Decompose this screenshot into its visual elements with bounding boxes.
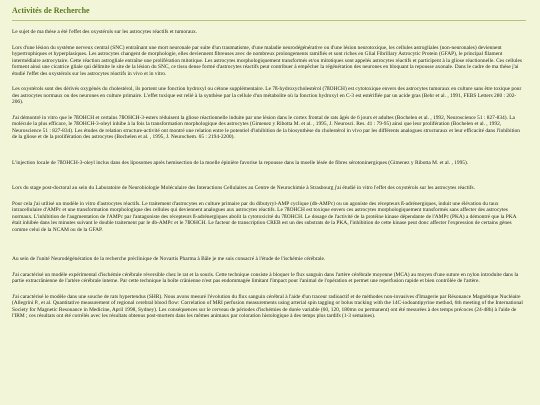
paragraph-oxysterols: Les oxystérols sont des dérivés oxygénés du cholestérol, ils portent une fonction hydroxyl ou cétone supplémentaire. Le 7ß-hydroxycholestérol (7ßOHCH) est cytotoxique envers des astrocytes tumoraux en culture sans être toxique pour des astrocytes normaux ou des neurones en culture primaire. L'effet toxique est relié à la synthèse par la cellule d'un métabolite où la fonction hydroxyl en C-3 est estérifiée par un acide gras (Behr et al. , 1991, FEBS Letters 280 : 202-206). [12, 86, 522, 105]
paragraph-ischemia-model: J'ai caractérisé un modèle expérimental d'ischémie cérébrale réversible chez le rat et la souris. Cette technique consiste à bloquer le flux sanguin dans l'artère cérébrale moyenne (MCA) au moyen d'une suture en nylon introduite dans la partie extracrânienne de l'artère cérébrale interne. Par cette technique la boîte crânienne n'est pas endommagée limitant l'impact pour l'animal de l'opération et permet une reperfusion rapide et bien contrôlée de l'artère. [12, 271, 519, 284]
title-divider [12, 20, 526, 21]
spacer [12, 175, 526, 185]
paragraph-novartis: Au sein de l'unité Neurodégénération de la recherche préclinique de Novartis Pharma à Bâle je me suis consacré à l'étude de l'ischémie cérébrale. [12, 256, 326, 262]
paragraph-thesis-subject: Le sujet de ma thèse a été l'effet des oxystérols sur les astrocytes réactifs et tumoraux. [12, 29, 197, 35]
paragraph-shr-model: J'ai caractérisé le modèle dans une souche de rats hypertendus (SHR). Nous avons mesuré l'évolution du flux sanguin cérébral à l'aide d'un traceur radioactif et de méthodes non-invasives d'Imagerie par Résonance Magnétique Nucléaire (Allegrini P., et al. Quantitative measurement of regional cerebral blood flow: Correlation of MRI perfusion measurements using arterial spin tagging or bolus tracking with the 14C-iodoantipyrine method, 6th meeting of the International Society for Magnetic Resonance in Medicine, April 1998, Sydney). Les conséquences sur le cerveau de périodes d'ischémies de durée variable (60, 120, 180mn ou permanent) ont été mesurées à des temps précoces (24-48h) à l'aide de l'IRM ; ces résultats ont été corrélés avec les résultats obtenus post-mortem dans les mêmes animaux par coloration histologique à des temps plus tardifs (1-3 semaines). [12, 293, 523, 319]
spacer [12, 242, 526, 256]
paragraph-in-vitro-demo: J'ai démontré in vitro que le 7ßOHCH et certains 7ßOHCH-3-esters réduisent la gliose réactionnelle induite par une lésion dans le cortex frontal de rats âgés de 6 jours et adultes (Bochelen et al. , 1992, Neuroscience 51 : 827-834). La molécule la plus efficace, le 7ßOHCH-3-oleyl inhibe à la fois la transformation morphologique des astrocytes (Gimenez y Ribotta M. et al. , 1995, J. Neurosci. Res. 41 : 79-95) ainsi que leur prolifération (Bochelen et al. , 1992, Neuroscience 51 : 827-834). Les études de relation structure-activité ont montré une relation entre le potentiel d'inhibition de la biosynthèse du cholestérol in vivo par les différents analogues structuraux et leur efficacité dans l'inhibition de la gliose et de la prolifération des astrocytes (Bochelen et al. , 1995, J. Neurochem. 65 : 2194-2200). [12, 114, 521, 140]
paragraph-liposomes: L'injection locale de 7ßOHCH-3-oleyl inclus dans des liposomes après hemisection de la moelle épinière favorise la repousse dans la moelle lésée de fibres sérotoninergiques (Gimenez y Ribotta M. et al. , 1995). [12, 159, 469, 166]
paragraph-model-in-vitro: Pour cela j'ai utilisé un modèle in vitro d'astrocytes réactifs. Le traitement d'astrocytes en culture primaire par du dibutyryl-AMP cyclique (db-AMPc) ou un agoniste des récepteurs ß-adrénergiques, induit une élévation du taux intracellulaire d'AMPc et une transformation morphologique des cellules qui deviennent analogues aux astrocytes réactifs. Le 7ßOHCH est toxique envers ces astrocytes morphologiquement transformés sans affecter des astrocytes normaux. L'inhibition de l'augmentation de l'AMPc par l'antagoniste des récepteurs ß-adrénergiques abolit la cytotoxicité du 7ßOHCH. Le dosage de l'activité de la protéine kinase dépendante de l'AMPc (PKA) a démontré que la PKA était inhibée dans les minutes suivant le double traitement par le db-AMPc et le 7ßOHCH. Le facteur de transcription CREB est un des substrats de la PKA, l'inhibition de cette kinase peut donc affecter l'expression de certains gènes comme celui de la NCAM ou de la GFAP. [12, 200, 517, 233]
paragraph-postdoc: Lors du stage post-doctoral au sein du Laboratoire de Neurobiologie Moléculaire des Interactions Cellulaires au Centre de Neurochimie à Strasbourg j'ai étudié in vitro l'effet des oxystérols sur les astrocytes réactifs. [12, 185, 475, 191]
page-title: Activités de Recherche [12, 6, 90, 15]
spacer [12, 150, 526, 160]
paragraph-lesion-snc: Lors d'une lésion du système nerveux central (SNC) entraînant une mort neuronale par suite d'un traumatisme, d'une maladie neurodégénérative ou d'une lésion neurotoxique, les cellules astrogliales (non-neuronales) deviennent hypertrophiques et hyperplasiques. Les astrocytes changent de morphologie, elles deviennent fibreuses avec de nombreux prolongements ramifiés et sont riches en Glial Fibrillary Astrocytic Protein (GFAP), le principal filament intermédiaire astrocytaire. Cette réaction astrogliale entraîne une prolifération mitotique. Les astrocytes morphologiquement transformés et/ou mitotiques sont appelés astrocytes réactifs et participent à la gliose réactionnelle. Ces cellules forment ainsi une cicatrice gliale qui délimite le site de la lésion du SNC, ce tissu dense formé d'astrocytes réactifs peut contribuer à empêcher la régénération des neurones en bloquant la repousse axonale. Dans le cadre de ma thèse j'ai étudié l'effet des oxystérols sur les astrocytes réactifs in vivo et in vitro. [12, 44, 522, 77]
